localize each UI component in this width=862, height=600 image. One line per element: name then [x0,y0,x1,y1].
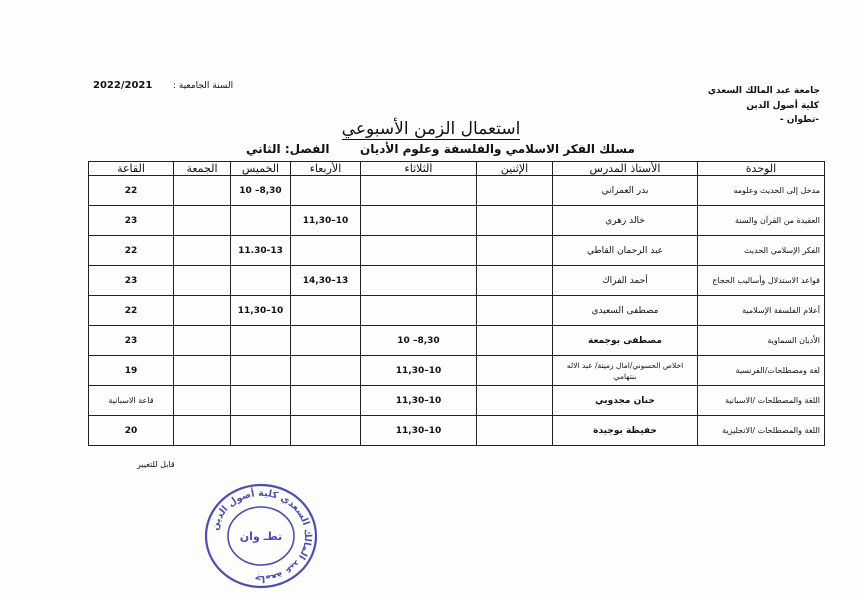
cell-wednesday [291,386,361,416]
cell-professor: حفيظة بوجيدة [553,416,698,446]
cell-wednesday [291,296,361,326]
cell-tuesday [361,176,477,206]
col-header-professor: الأستاذ المدرس [553,162,698,176]
table-row [89,206,825,236]
table-row [89,176,825,206]
cell-unit: اللغة والمصطلحات /الاسبانية [698,386,825,416]
cell-friday [174,296,231,326]
cell-unit: أعلام الفلسفة الإسلامية [698,296,825,326]
university-name: جامعة عبد المالك السعدي [707,86,820,96]
cell-thursday [231,356,291,386]
cell-thursday [231,416,291,446]
cell-professor: عبد الرحمان القاطي [553,236,698,266]
cell-professor: خالد زهري [553,206,698,236]
cell-room: قاعة الاسبانية [89,386,174,416]
cell-professor: أحمد الفراك [553,266,698,296]
cell-professor: اخلاص الحسوني/امال زميتة/ عبد الاله بنتهامي [553,356,698,386]
cell-room: 23 [89,206,174,236]
cell-room: 23 [89,326,174,356]
cell-wednesday: 13–14,30 [291,266,361,296]
cell-monday [477,236,553,266]
col-header-thursday: الخميس [231,162,291,176]
cell-thursday [231,386,291,416]
cell-friday [174,416,231,446]
col-header-wednesday: الأربعاء [291,162,361,176]
subject-to-change-note: قابل للتغيير [137,460,175,469]
cell-room: 19 [89,356,174,386]
col-header-friday: الجمعة [174,162,231,176]
cell-friday [174,176,231,206]
col-header-unit: الوحدة [698,162,825,176]
cell-tuesday: 10–11,30 [361,356,477,386]
cell-thursday: 10–11,30 [231,296,291,326]
col-header-tuesday: الثلاثاء [361,162,477,176]
table-row [89,326,825,356]
table-row [89,386,825,416]
table-header-row [89,162,825,176]
cell-wednesday [291,356,361,386]
cell-professor: مصطفى السعيدي [553,296,698,326]
cell-tuesday [361,236,477,266]
cell-unit: العقيدة من القرآن والسنة [698,206,825,236]
academic-year-label: السنة الجامعية : [173,81,234,91]
cell-friday [174,356,231,386]
cell-friday [174,236,231,266]
cell-monday [477,206,553,236]
table-row [89,266,825,296]
cell-room: 22 [89,236,174,266]
cell-monday [477,416,553,446]
academic-year-value: 2022/2021 [93,80,153,91]
table-row [89,236,825,266]
cell-friday [174,206,231,236]
seal-ring-textpath: جامعة عبد المالك السعدي كلية أصول الدين [209,487,314,585]
cell-wednesday [291,176,361,206]
cell-unit: الأديان السماوية [698,326,825,356]
cell-room: 22 [89,176,174,206]
page-title [0,119,862,139]
program-name: مسلك الفكر الاسلامي والفلسفة وعلوم الأديان [360,142,635,156]
schedule-table [88,161,825,446]
cell-monday [477,176,553,206]
cell-professor: حنان مجدوبي [553,386,698,416]
cell-room: 22 [89,296,174,326]
cell-wednesday [291,326,361,356]
faculty-name: كلية أصول الدين [746,101,819,111]
cell-thursday [231,326,291,356]
cell-unit: اللغة والمصطلحات /الانجليزية [698,416,825,446]
cell-room: 20 [89,416,174,446]
cell-room: 23 [89,266,174,296]
cell-monday [477,386,553,416]
cell-professor: مصطفى بوجمعة [553,326,698,356]
cell-unit: مدخل إلى الحديث وعلومه [698,176,825,206]
faculty-seal-stamp [202,481,320,591]
cell-tuesday: 10–11,30 [361,386,477,416]
page-title-text: استعمال الزمن الأسبوعي [341,119,521,139]
cell-wednesday: 10–11,30 [291,206,361,236]
cell-tuesday [361,296,477,326]
cell-unit: لغة ومصطلحات/الفرنسية [698,356,825,386]
cell-wednesday [291,416,361,446]
cell-friday [174,326,231,356]
cell-thursday: 8,30– 10 [231,176,291,206]
cell-unit: قواعد الاستدلال وأساليب الحجاج [698,266,825,296]
cell-friday [174,386,231,416]
seal-center-text: تطـ وان [239,530,283,543]
table-row [89,356,825,386]
cell-monday [477,326,553,356]
table-row [89,416,825,446]
cell-professor: بدر العمراني [553,176,698,206]
col-header-room: القاعة [89,162,174,176]
cell-tuesday [361,206,477,236]
cell-thursday: 11.30-13 [231,236,291,266]
semester-label: الفصل: الثاني [246,142,330,156]
cell-friday [174,266,231,296]
cell-thursday [231,266,291,296]
cell-tuesday: 8,30– 10 [361,326,477,356]
cell-thursday [231,206,291,236]
cell-monday [477,296,553,326]
cell-tuesday: 10–11,30 [361,416,477,446]
col-header-monday: الإثنين [477,162,553,176]
cell-monday [477,266,553,296]
cell-tuesday [361,266,477,296]
cell-monday [477,356,553,386]
table-row [89,296,825,326]
cell-unit: الفكر الإسلامي الحديث [698,236,825,266]
cell-wednesday [291,236,361,266]
city-name: -تطوان - [779,115,819,125]
